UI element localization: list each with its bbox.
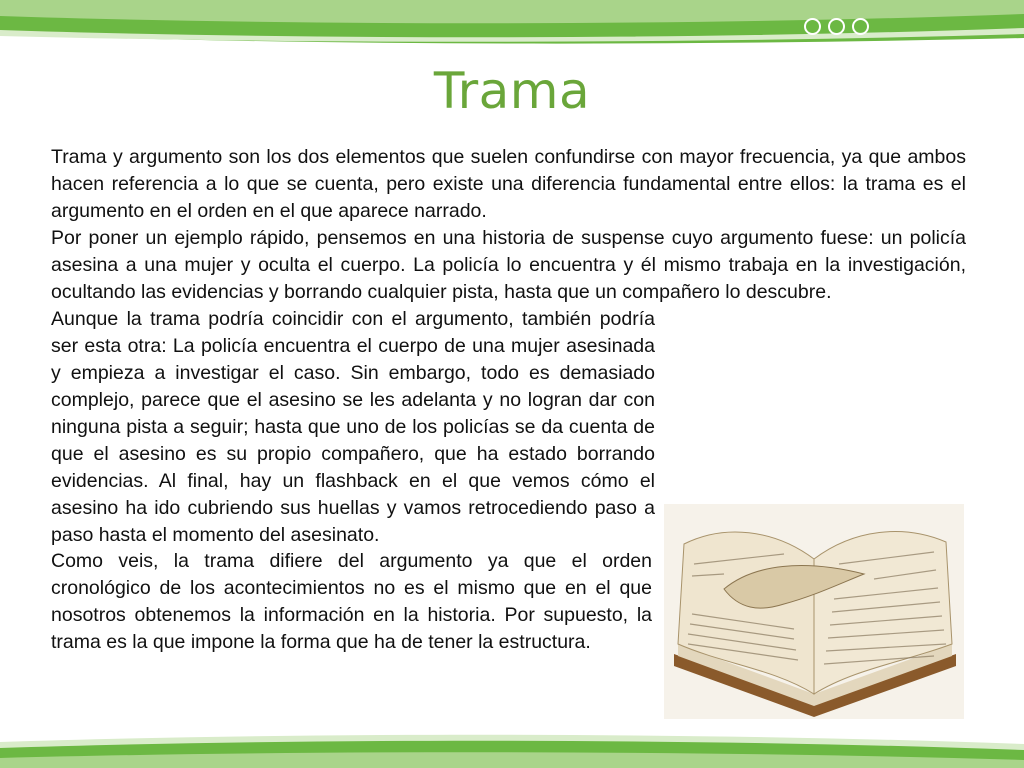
paragraph: Por poner un ejemplo rápido, pensemos en una historia de suspense cuyo argumento fuese: un policía asesina a una mujer y oculta el cuerpo. La policía lo encuentra y él mismo trabaja en la investigación, ocultando las evidencias y borrando cualquier pista, hasta que un compañero lo descubre. bbox=[51, 227, 966, 303]
circle-icon bbox=[828, 18, 845, 35]
paragraph: Aunque la trama podría coincidir con el argumento, también podría ser esta otra: La policía encuentra el cuerpo de una mujer asesinada y empieza a investigar el caso. Sin embargo, todo es demasiado complejo, parece que el asesino se les adelanta y no logran dar con ninguna pista a seguir; hasta que uno de los policías se da cuenta de que el asesino es su propio compañero, que ha estado borrando evidencias. Al final, hay un flashback en el que vemos cómo el asesino ha ido cubriendo sus huellas y vamos retrocediendo paso a paso hasta el momento del asesinato. bbox=[51, 308, 655, 546]
closing-paragraph: Como veis, la trama difiere del argumento ya que el orden cronológico de los acontecimientos no es el mismo que en el que nosotros obtenemos la información en la historia. Por supuesto, la trama es la que impone la forma que ha de tener la estructura. bbox=[51, 550, 652, 653]
slide-title: Trama bbox=[433, 62, 591, 120]
slide-dots bbox=[800, 16, 880, 40]
paragraph: Trama y argumento son los dos elementos que suelen confundirse con mayor frecuencia, ya que ambos hacen referencia a lo que se cuenta, pero existe una diferencia fundamental entre ellos: la trama es el argumento en el orden en el que aparece narrado. bbox=[51, 146, 966, 222]
circle-icon bbox=[804, 18, 821, 35]
circle-icon bbox=[852, 18, 869, 35]
open-book-image bbox=[664, 504, 964, 719]
bottom-decorative-band bbox=[0, 728, 1024, 768]
body-text bbox=[51, 144, 966, 549]
